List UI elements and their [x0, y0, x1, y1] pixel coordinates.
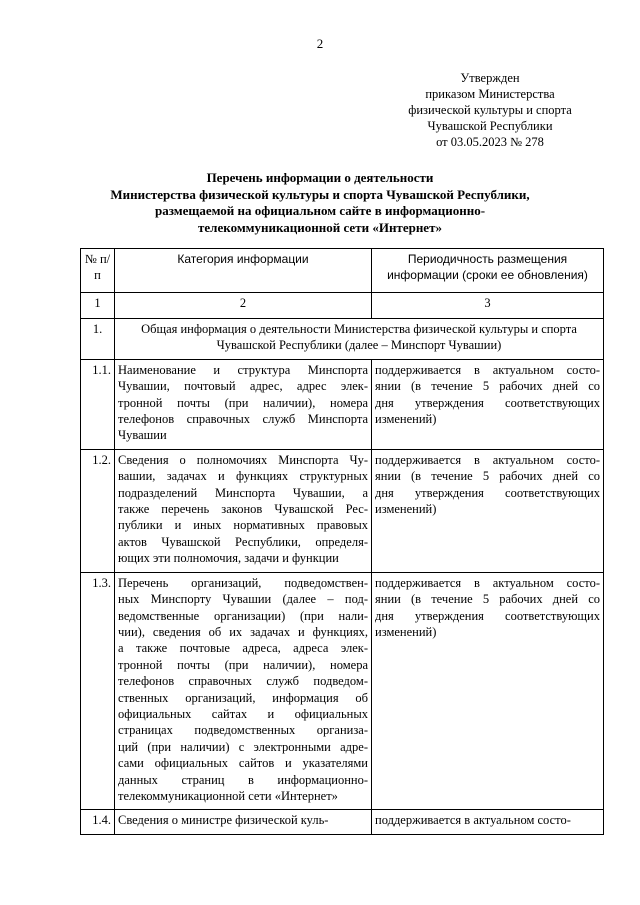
table-row	[81, 449, 604, 572]
row-num: 1.2.	[81, 449, 115, 572]
section-row	[81, 319, 604, 360]
cell-line: изменений)	[375, 502, 437, 517]
cell-line: также перечень законов Чувашской Рес-	[118, 502, 368, 517]
cell-line: янии (в течение 5 рабочих дней со	[375, 379, 600, 394]
cell-line: чии), сведения об их задачах и функциях,	[118, 624, 368, 639]
column-index: 1	[81, 293, 115, 319]
cell-line: дня утверждения соответствующих	[375, 395, 600, 410]
row-period	[372, 359, 604, 449]
title-line: Министерства физической культуры и спорта Чувашской Республики,	[110, 186, 530, 202]
header-category: Категория информации	[115, 249, 372, 293]
header-num: № п/п	[81, 249, 115, 293]
cell-line: публики и иных нормативных правовых	[118, 518, 368, 533]
cell-line: официальных сайтах и официальных	[118, 706, 368, 721]
cell-line: янии (в течение 5 рабочих дней со	[375, 469, 600, 484]
cell-line: Наименование и структура Минспорта	[118, 362, 368, 377]
table-row	[81, 359, 604, 449]
cell-line: вашии, задачах и функциях структурных	[118, 469, 368, 484]
page-number: 2	[316, 36, 324, 51]
cell-line: ющих эти полномочия, задачи и функции	[118, 551, 339, 566]
row-category	[115, 359, 372, 449]
column-index: 2	[115, 293, 372, 319]
row-period	[372, 572, 604, 810]
cell-line: Чувашии, почтовый адрес, адрес элек-	[118, 379, 368, 394]
table-row	[81, 572, 604, 810]
title-line: телекоммуникационной сети «Интернет»	[198, 219, 442, 235]
approval-line: физической культуры и спорта	[408, 103, 572, 117]
table-row	[81, 810, 604, 834]
cell-line: поддерживается в актуальном состо-	[375, 575, 600, 590]
cell-line: подразделений Минспорта Чувашии, а	[118, 485, 368, 500]
cell-line: дня утверждения соответствующих	[375, 608, 600, 623]
cell-line: изменений)	[375, 412, 437, 427]
document-title	[80, 170, 560, 236]
cell-line: поддерживается в актуальном состо-	[375, 362, 600, 377]
cell-line: изменений)	[375, 624, 437, 639]
cell-line: янии (в течение 5 рабочих дней со	[375, 592, 600, 607]
column-index: 3	[372, 293, 604, 319]
cell-line: Чувашии	[118, 428, 167, 443]
cell-line: ведомственные организации) (при нали-	[118, 608, 368, 623]
information-table	[80, 248, 604, 835]
cell-line: тронной почты (при наличии), номера	[118, 395, 368, 410]
header-period: Периодичность размещения информации (сроки ее обновления)	[372, 249, 604, 293]
column-index-row	[81, 293, 604, 319]
cell-line: телефонов справочных служб подведом-	[118, 674, 368, 689]
row-num: 1.1.	[81, 359, 115, 449]
title-line: Перечень информации о деятельности	[206, 170, 434, 185]
approval-block	[390, 70, 590, 150]
row-period	[372, 449, 604, 572]
row-category	[115, 572, 372, 810]
approval-line: от 03.05.2023 № 278	[436, 135, 544, 149]
row-category	[115, 810, 372, 834]
cell-line: поддерживается в актуальном состо-	[375, 452, 600, 467]
cell-line: актов Чувашской Республики, определя-	[118, 534, 368, 549]
cell-line: поддерживается в актуальном состо-	[375, 813, 571, 828]
cell-line: телефонов справочных служб Минспорта	[118, 412, 368, 427]
cell-line: а также почтовые адреса, адреса элек-	[118, 641, 368, 656]
cell-line: ций (при наличии) с электронными адре-	[118, 739, 368, 754]
cell-line: Сведения о министре физической куль-	[118, 813, 329, 828]
row-num: 1.3.	[81, 572, 115, 810]
approval-line: Утвержден	[460, 71, 520, 85]
cell-line: Перечень организаций, подведомствен-	[118, 575, 368, 590]
row-period	[372, 810, 604, 834]
table-body	[81, 359, 604, 834]
cell-line: тронной почты (при наличии), номера	[118, 657, 368, 672]
approval-line: приказом Министерства	[425, 87, 555, 101]
title-line: размещаемой на официальном сайте в информационно-	[154, 203, 486, 218]
table-header-row	[81, 249, 604, 293]
section-num: 1.	[81, 319, 115, 360]
cell-line: ственных организаций, информация об	[118, 690, 368, 705]
section-title: Общая информация о деятельности Министерства физической культуры и спорта Чувашской Республики (далее – Минспорт Чувашии)	[115, 319, 604, 360]
cell-line: страницах подведомственных организа-	[118, 723, 368, 738]
row-category	[115, 449, 372, 572]
cell-line: Сведения о полномочиях Минспорта Чу-	[118, 452, 368, 467]
cell-line: сами официальных сайтов и указателями	[118, 756, 368, 771]
cell-line: телекоммуникационной сети «Интернет»	[118, 788, 338, 803]
row-num: 1.4.	[81, 810, 115, 834]
cell-line: данных страниц в информационно-	[118, 772, 368, 787]
approval-line: Чувашской Республики	[427, 119, 553, 133]
cell-line: ных Минспорту Чувашии (далее – под-	[118, 592, 368, 607]
cell-line: дня утверждения соответствующих	[375, 485, 600, 500]
